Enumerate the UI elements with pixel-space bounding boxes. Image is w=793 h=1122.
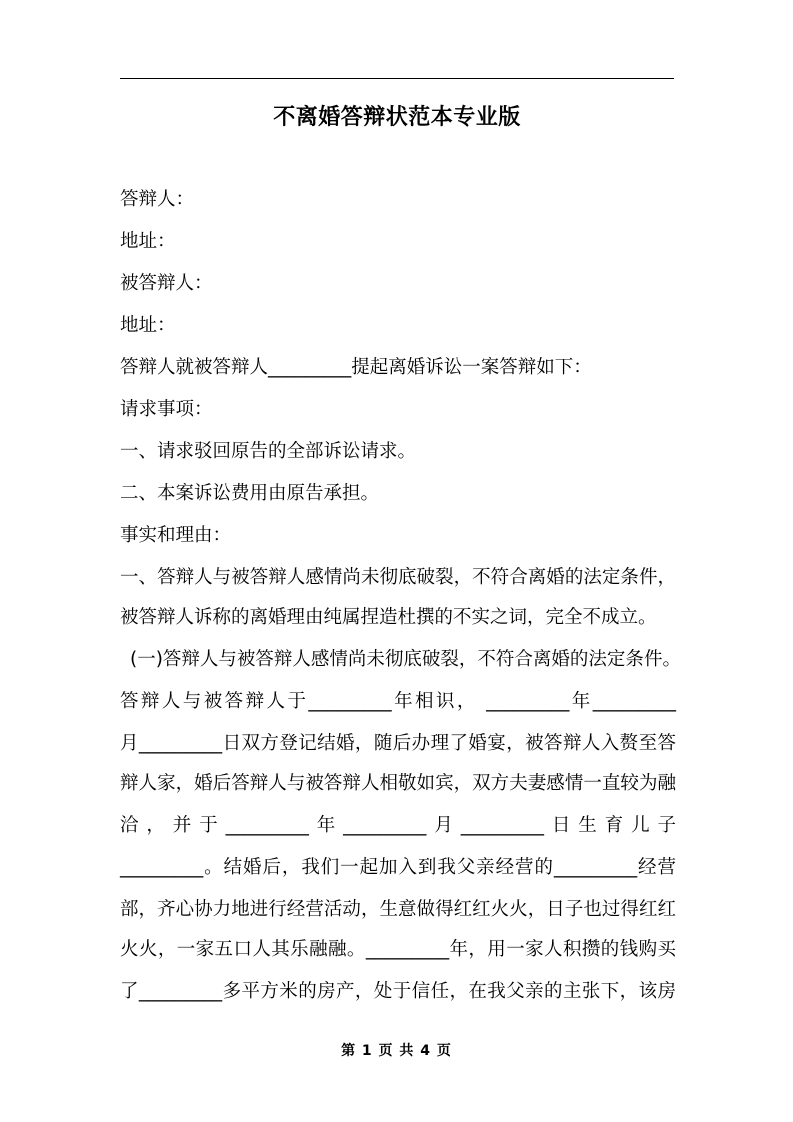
body-line: 月_________日双方登记结婚，随后办理了婚宴，被答辩人入赘至答 (120, 733, 676, 754)
respondent-label: 答辩人： (120, 189, 195, 210)
plaintiff-label: 被答辩人： (120, 273, 213, 294)
body-line: 洽，并于_________年_________月_________日生育儿子 (120, 815, 676, 836)
claim-item-1: 一、请求驳回原告的全部诉讼请求。 (120, 441, 417, 462)
respondent-address-label: 地址： (120, 231, 176, 252)
body-line: 了_________多平方米的房产，处于信任，在我父亲的主张下，该房 (120, 981, 676, 1002)
body-line: 一、答辩人与被答辩人感情尚未彻底破裂，不符合离婚的法定条件， (120, 567, 676, 588)
header-rule (120, 78, 674, 79)
body-line: _________。结婚后，我们一起加入到我父亲经营的_________经营 (120, 857, 676, 878)
facts-heading: 事实和理由： (120, 525, 232, 546)
document-title: 不离婚答辩状范本专业版 (273, 105, 521, 130)
plaintiff-address-label: 地址： (120, 315, 176, 336)
body-line: 部，齐心协力地进行经营活动，生意做得红红火火，日子也过得红红 (120, 899, 676, 920)
claim-item-2: 二、本案诉讼费用由原告承担。 (120, 483, 380, 504)
subsection-heading: (一)答辩人与被答辩人感情尚未彻底破裂，不符合离婚的法定条件。 (130, 649, 681, 670)
reply-intro: 答辩人就被答辩人_________提起离婚诉讼一案答辩如下： (120, 357, 592, 378)
body-line: 火火，一家五口人其乐融融。_________年，用一家人积攒的钱购买 (120, 939, 676, 960)
claims-heading: 请求事项： (120, 399, 213, 420)
body-line: 答辩人与被答辩人于_________年相识， _________年_________ (120, 691, 676, 712)
body-line: 辩人家，婚后答辩人与被答辩人相敬如宾，双方夫妻感情一直较为融 (120, 773, 676, 794)
body-line: 被答辩人诉称的离婚理由纯属捏造杜撰的不实之词，完全不成立。 (120, 607, 657, 628)
page-number: 第 1 页 共 4 页 (341, 1043, 452, 1059)
